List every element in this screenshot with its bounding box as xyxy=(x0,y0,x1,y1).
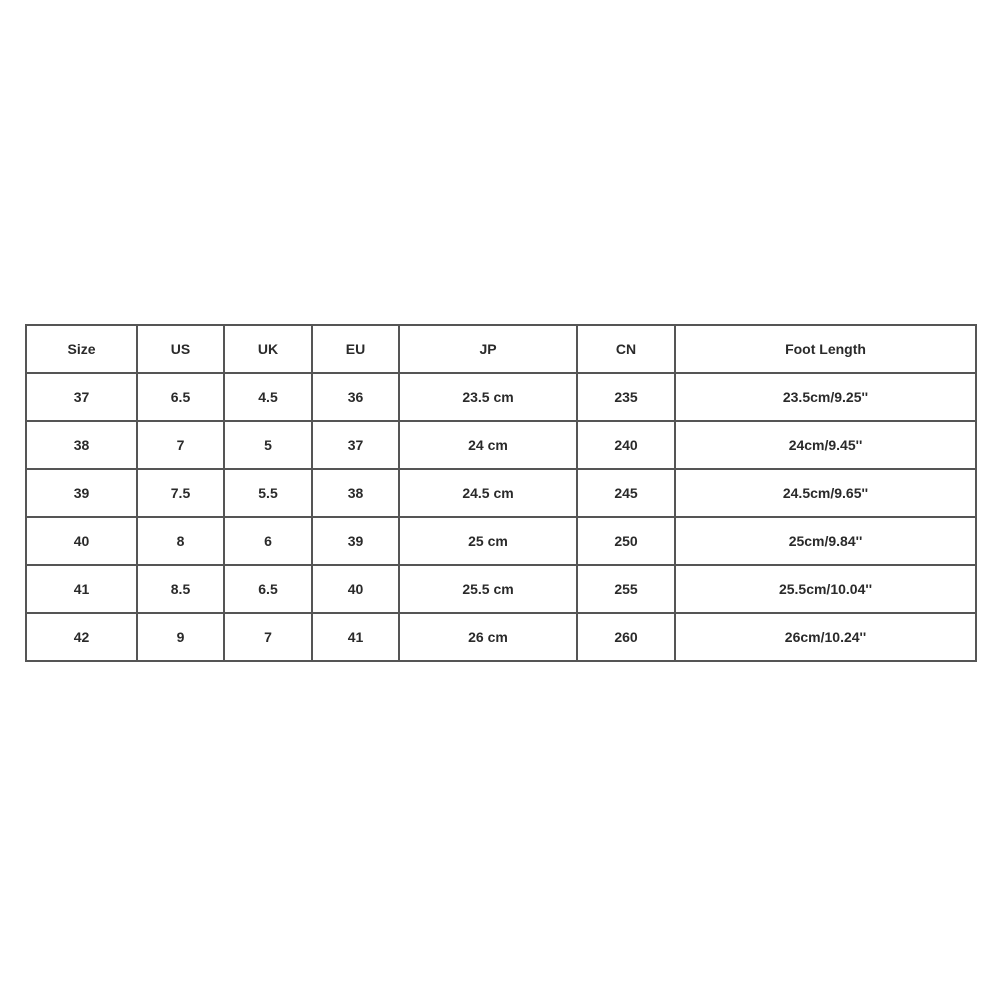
cell-us: 8.5 xyxy=(137,565,224,613)
cell-us: 7 xyxy=(137,421,224,469)
cell-eu: 37 xyxy=(312,421,399,469)
cell-size: 38 xyxy=(26,421,137,469)
cell-size: 39 xyxy=(26,469,137,517)
cell-cn: 235 xyxy=(577,373,675,421)
cell-uk: 6.5 xyxy=(224,565,312,613)
cell-jp: 25 cm xyxy=(399,517,577,565)
cell-us: 9 xyxy=(137,613,224,661)
column-header-us: US xyxy=(137,325,224,373)
cell-uk: 5 xyxy=(224,421,312,469)
cell-cn: 260 xyxy=(577,613,675,661)
cell-us: 7.5 xyxy=(137,469,224,517)
cell-cn: 240 xyxy=(577,421,675,469)
cell-eu: 39 xyxy=(312,517,399,565)
column-header-eu: EU xyxy=(312,325,399,373)
cell-cn: 255 xyxy=(577,565,675,613)
cell-uk: 5.5 xyxy=(224,469,312,517)
cell-jp: 23.5 cm xyxy=(399,373,577,421)
cell-jp: 26 cm xyxy=(399,613,577,661)
cell-eu: 38 xyxy=(312,469,399,517)
header-row xyxy=(26,325,976,373)
cell-jp: 24 cm xyxy=(399,421,577,469)
cell-foot-length: 25cm/9.84'' xyxy=(675,517,976,565)
table-row xyxy=(26,469,976,517)
column-header-cn: CN xyxy=(577,325,675,373)
cell-foot-length: 24cm/9.45'' xyxy=(675,421,976,469)
cell-size: 37 xyxy=(26,373,137,421)
cell-eu: 40 xyxy=(312,565,399,613)
cell-eu: 36 xyxy=(312,373,399,421)
cell-size: 42 xyxy=(26,613,137,661)
cell-size: 41 xyxy=(26,565,137,613)
cell-cn: 245 xyxy=(577,469,675,517)
cell-eu: 41 xyxy=(312,613,399,661)
cell-us: 8 xyxy=(137,517,224,565)
cell-uk: 7 xyxy=(224,613,312,661)
table-row xyxy=(26,373,976,421)
cell-size: 40 xyxy=(26,517,137,565)
cell-foot-length: 24.5cm/9.65'' xyxy=(675,469,976,517)
column-header-foot-length: Foot Length xyxy=(675,325,976,373)
cell-jp: 24.5 cm xyxy=(399,469,577,517)
cell-foot-length: 26cm/10.24'' xyxy=(675,613,976,661)
table-row xyxy=(26,565,976,613)
cell-foot-length: 23.5cm/9.25'' xyxy=(675,373,976,421)
cell-foot-length: 25.5cm/10.04'' xyxy=(675,565,976,613)
cell-uk: 6 xyxy=(224,517,312,565)
table-row xyxy=(26,517,976,565)
column-header-size: Size xyxy=(26,325,137,373)
cell-uk: 4.5 xyxy=(224,373,312,421)
table-row xyxy=(26,613,976,661)
cell-us: 6.5 xyxy=(137,373,224,421)
cell-cn: 250 xyxy=(577,517,675,565)
cell-jp: 25.5 cm xyxy=(399,565,577,613)
table-row xyxy=(26,421,976,469)
column-header-jp: JP xyxy=(399,325,577,373)
column-header-uk: UK xyxy=(224,325,312,373)
size-chart-table xyxy=(25,324,977,662)
